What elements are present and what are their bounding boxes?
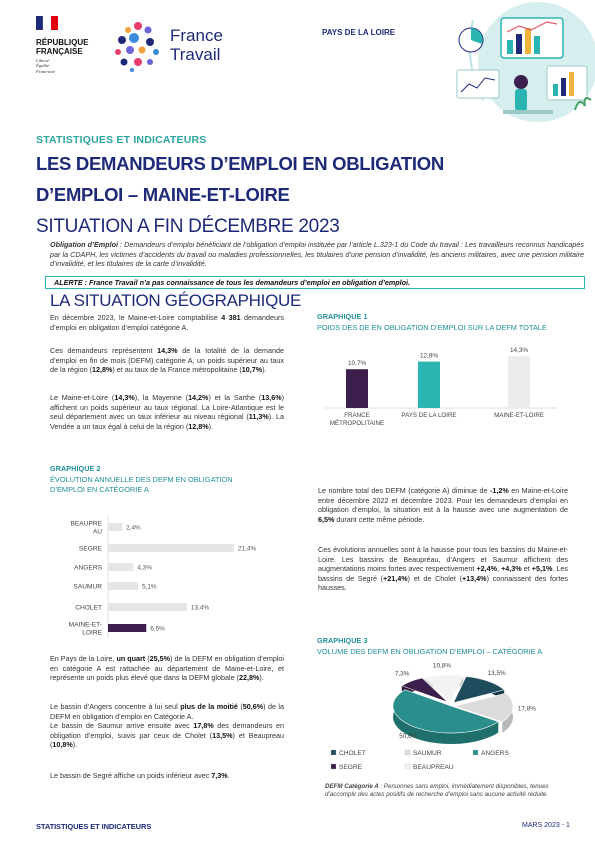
graph2-chart xyxy=(50,512,284,642)
p5-a: Le bassin d’Angers concentre à lui seul xyxy=(50,702,181,711)
graph1-bar xyxy=(508,356,530,408)
graph1-value-label: 10,7% xyxy=(347,360,367,368)
graph2-value-label: 21,4% xyxy=(238,545,257,553)
r1-d: 6,5% xyxy=(318,514,335,524)
r2-j: +13,4% xyxy=(461,573,487,583)
paragraph-basins xyxy=(50,702,284,750)
p3-k: ). xyxy=(208,421,214,431)
graph3-value-label: 17,8% xyxy=(517,705,536,713)
graph3-legend-swatch xyxy=(331,750,336,755)
graph3-value-label: 7,3% xyxy=(394,670,410,678)
graph2-category-label: MAINE-ET- xyxy=(68,621,102,629)
graph2-value-label: 5,1% xyxy=(142,583,157,591)
graph2-bar xyxy=(108,523,122,531)
graph3-value-label: 10,8% xyxy=(432,662,452,670)
paragraph-weight xyxy=(50,346,284,375)
graph3-legend-swatch xyxy=(473,750,478,755)
p5-b: plus de la moitié xyxy=(180,702,238,711)
p6-a: Le bassin de Segré affiche un poids inférieur avec xyxy=(50,771,212,780)
r2-h: +21,4% xyxy=(383,573,408,583)
graph1-value-label: 12,8% xyxy=(419,352,439,360)
p4-a: En Pays de la Loire, xyxy=(50,654,117,663)
graph1-category-label: PAYS DE LA LOIRE xyxy=(401,412,457,419)
definition-body: : Demandeurs d’emploi bénéficiant de l’obligation d’emploi instituée par l’article L.323-1 du Code du travail : Les travailleurs reconnus handicapés par la CDAPH, les victimes d’accidents du travail ou maladies professionnelles, les titulaires d’une pension d’invalidité, les anciens militaires, avec une pension militaire d’invalidité, et les titulaires de la carte d’invalidité. xyxy=(50,240,584,269)
page-number: 1 xyxy=(565,822,570,829)
graph2-title-line-2: D’EMPLOI EN CATÉGORIE A xyxy=(50,485,149,494)
rf-line-2: FRANÇAISE xyxy=(36,47,83,56)
p5-g: 17,8% xyxy=(193,721,214,731)
graph2-bar xyxy=(108,603,187,611)
graph2-value-label: 4,3% xyxy=(137,564,152,572)
p3-b: 14,3% xyxy=(114,393,135,402)
rf-motto-2: Égalité xyxy=(36,63,50,69)
definition-text xyxy=(50,240,584,269)
graph2-bar xyxy=(108,563,133,571)
rf-motto-1: Liberté xyxy=(36,58,50,63)
footer-left: STATISTIQUES ET INDICATEURS xyxy=(36,822,152,831)
p5-f: Le bassin de Saumur arrive ensuite avec xyxy=(50,721,194,731)
p6-c: . xyxy=(227,771,230,780)
graph2-category-label: CHOLET xyxy=(75,604,102,612)
graph2-title-line-1: ÉVOLUTION ANNUELLE DES DEFM EN OBLIGATION xyxy=(50,475,233,484)
graph3-note-term: DEFM Catégorie A xyxy=(325,783,379,790)
p5-k: 10,8% xyxy=(52,740,73,750)
p2-b: 14,3% xyxy=(157,346,178,355)
alert-text: ALERTE : France Travail n’a pas connaissance de tous les demandeurs d’emploi en obligation d’emploi. xyxy=(54,278,411,287)
graph1-label: GRAPHIQUE 1 xyxy=(317,312,368,321)
graph1-bar xyxy=(418,362,440,408)
p5-i: 13,5% xyxy=(212,730,233,740)
p2-c: de la totalité de la demande d’emploi en fin de mois (DEFM) catégorie A, un poids supérieur au taux de la région ( xyxy=(50,346,284,375)
graph2-bar xyxy=(108,624,146,632)
p3-e: ) et la Sarthe ( xyxy=(208,393,262,402)
graph3-value-label: 13,5% xyxy=(487,670,506,678)
marianne-flag-icon xyxy=(36,16,58,30)
p2-a: Ces demandeurs représentent xyxy=(50,346,158,355)
r2-d: +4,3% xyxy=(501,564,522,574)
graph3-legend-swatch xyxy=(405,750,410,755)
p3-c: ), la Mayenne ( xyxy=(134,393,189,402)
graph3-legend-label: SEGRE xyxy=(339,764,363,771)
graph2-value-label: 6,5% xyxy=(150,625,165,633)
r2-k: ) connaissent des fortes hausses. xyxy=(318,573,568,593)
france-travail-logo xyxy=(112,18,237,74)
p4-c: ( xyxy=(145,654,150,663)
p3-f: 13,6% xyxy=(261,393,282,402)
graph1-category-label: MAINE-ET-LOIRE xyxy=(494,412,544,419)
p5-h: des demandeurs en obligation d’emploi, suivis par ceux de Cholet ( xyxy=(50,721,284,740)
paragraph-departments xyxy=(50,393,284,431)
r1-e: durant cette même période. xyxy=(334,514,425,524)
main-title-line-2: D’EMPLOI – MAINE-ET-LOIRE xyxy=(36,184,290,205)
graph3-title: VOLUME DES DEFM EN OBLIGATION D’EMPLOI – CATÉGORIE A xyxy=(317,647,543,656)
r1-b: -1,2% xyxy=(489,486,509,495)
brand-line-2: Travail xyxy=(170,45,221,64)
p1-text-a: En décembre 2023, le Maine-et-Loire comptabilise xyxy=(50,313,222,322)
r2-i: ) et de Cholet ( xyxy=(407,573,462,583)
graph2-value-label: 13,4% xyxy=(190,604,210,612)
p3-h: 11,3% xyxy=(248,412,269,422)
p2-e: ) et au taux de la France métropolitaine ( xyxy=(112,365,242,375)
graph1-chart xyxy=(317,340,585,440)
graph3-legend-swatch xyxy=(405,764,410,769)
footer-date: MARS 2023 xyxy=(522,822,560,829)
region-label: PAYS DE LA LOIRE xyxy=(322,28,396,37)
r2-a: Ces évolutions annuelles sont à la hausse pour tous les bassins du Maine-et-Loire. Les bassins de Beaupréau, d’Angers et Saumur affichent des augmentations moins fortes avec respectivement xyxy=(318,545,568,574)
graph2-title xyxy=(50,475,233,495)
situation-heading: SITUATION A FIN DÉCEMBRE 2023 xyxy=(36,216,340,237)
graph2-bar xyxy=(108,582,138,590)
rf-line-1: RÉPUBLIQUE xyxy=(36,38,89,47)
p4-d: 25,5% xyxy=(149,654,171,663)
graph3-note xyxy=(325,783,565,798)
r2-g: . Les bassins de Segré ( xyxy=(318,564,568,583)
p6-b: 7,3% xyxy=(211,771,228,780)
graph3-label: GRAPHIQUE 3 xyxy=(317,636,368,645)
graph2-value-label: 2,4% xyxy=(126,524,141,532)
p4-e: ) de la DEFM en obligation d’emploi en catégorie A est rattachée au département de Maine-et-Loire, et représente un poids plus élevé que dans la DEFM globale ( xyxy=(50,654,285,683)
graph1-category-label: MÉTROPOLITAINE xyxy=(329,420,385,427)
p5-j: ) et Beaupreau ( xyxy=(50,730,284,750)
main-title-line-1: LES DEMANDEURS D’EMPLOI EN OBLIGATION xyxy=(36,153,444,174)
graph3-legend-label: BEAUPREAU xyxy=(413,764,454,771)
graph3-legend-label: SAUMUR xyxy=(413,750,442,757)
footer-right: MARS 2023 - 1 xyxy=(522,822,570,829)
rf-motto-3: Fraternité xyxy=(36,68,55,74)
p2-f: 10,7% xyxy=(241,365,263,375)
p5-e: ) de la DEFM en obligation d’emploi en Catégorie A. xyxy=(50,702,284,721)
p4-f: 22,8% xyxy=(238,673,260,683)
p3-a: Le Maine-et-Loire ( xyxy=(50,393,115,402)
paragraph-total xyxy=(50,313,284,332)
p1-text-c: demandeurs d’emploi en obligation d’emploi catégorie A. xyxy=(50,313,284,332)
paragraph-basins-evolution xyxy=(318,545,568,593)
graph2-category-label: AU xyxy=(92,528,102,536)
p5-l: ). xyxy=(72,740,78,750)
graph3-legend-swatch xyxy=(331,764,336,769)
graph1-value-label: 14,3% xyxy=(509,347,529,355)
p1-count: 4 381 xyxy=(221,313,241,322)
p5-d: 50,6% xyxy=(242,702,264,711)
graph2-category-label: SEGRE xyxy=(78,545,102,553)
p2-d: 12,8% xyxy=(91,365,113,375)
graph2-label: GRAPHIQUE 2 xyxy=(50,464,101,473)
paragraph-evolution xyxy=(318,486,568,524)
p3-d: 14,2% xyxy=(188,393,209,402)
graph2-category-label: LOIRE xyxy=(82,629,102,637)
graph2-bar xyxy=(108,544,234,552)
paragraph-segre xyxy=(50,771,284,781)
republique-francaise-logo xyxy=(36,16,106,78)
brand-line-1: France xyxy=(170,26,223,45)
r2-b: +2,4% xyxy=(476,564,498,574)
p3-g: ) affichent un poids supérieur au taux régional. La Loire-Atlantique est le seul département avec un taux inférieur au niveau régional ( xyxy=(50,393,284,422)
graph2-category-label: ANGERS xyxy=(74,564,102,572)
alert-box xyxy=(45,276,585,289)
graph3-legend-label: CHOLET xyxy=(339,750,366,757)
graph3-legend-label: ANGERS xyxy=(481,750,509,757)
graph3-value-label: 50,6% xyxy=(399,732,418,740)
r2-c: , xyxy=(497,564,502,574)
graph3-note-text: : Personnes sans emploi, immédiatement disponibles, tenues d’accomplir des actes positifs de recherche d’emploi sans aucune activité réduite. xyxy=(325,783,549,798)
r2-f: +5,1% xyxy=(531,564,553,574)
r1-a: Le nombre total des DEFM (catégorie A) diminue de xyxy=(318,486,490,495)
graph3-chart xyxy=(317,662,585,780)
definition-term: Obligation d’Emploi xyxy=(50,240,118,249)
p5-c: ( xyxy=(237,702,243,711)
p3-j: 12,8% xyxy=(188,421,209,431)
graph2-category-label: SAUMUR xyxy=(73,583,102,591)
graph2-category-label: BEAUPRE xyxy=(70,520,102,528)
paragraph-region-share xyxy=(50,654,284,683)
geo-heading: LA SITUATION GÉOGRAPHIQUE xyxy=(50,291,302,310)
p4-g: ). xyxy=(259,673,264,683)
graph1-bar xyxy=(346,369,368,408)
france-travail-dots-icon xyxy=(112,20,164,72)
p2-g: ). xyxy=(262,365,267,375)
p4-b: un quart xyxy=(116,654,146,663)
graph1-category-label: FRANCE xyxy=(344,412,370,419)
p3-i: ). La Vendée a un taux égal à celui de la région ( xyxy=(50,412,284,431)
r2-e: et xyxy=(521,564,532,574)
graph1-title: POIDS DES DE EN OBLIGATION D’EMPLOI SUR LA DEFM TOTALE xyxy=(317,323,547,332)
analytics-illustration xyxy=(443,0,595,128)
kicker-heading: STATISTIQUES ET INDICATEURS xyxy=(36,134,207,146)
r1-c: en Maine-et-Loire entre décembre 2022 et décembre 2023. Pour les demandeurs d’emploi en obligation d’emploi, la situation est à la hausse avec une augmentation de xyxy=(318,486,568,515)
